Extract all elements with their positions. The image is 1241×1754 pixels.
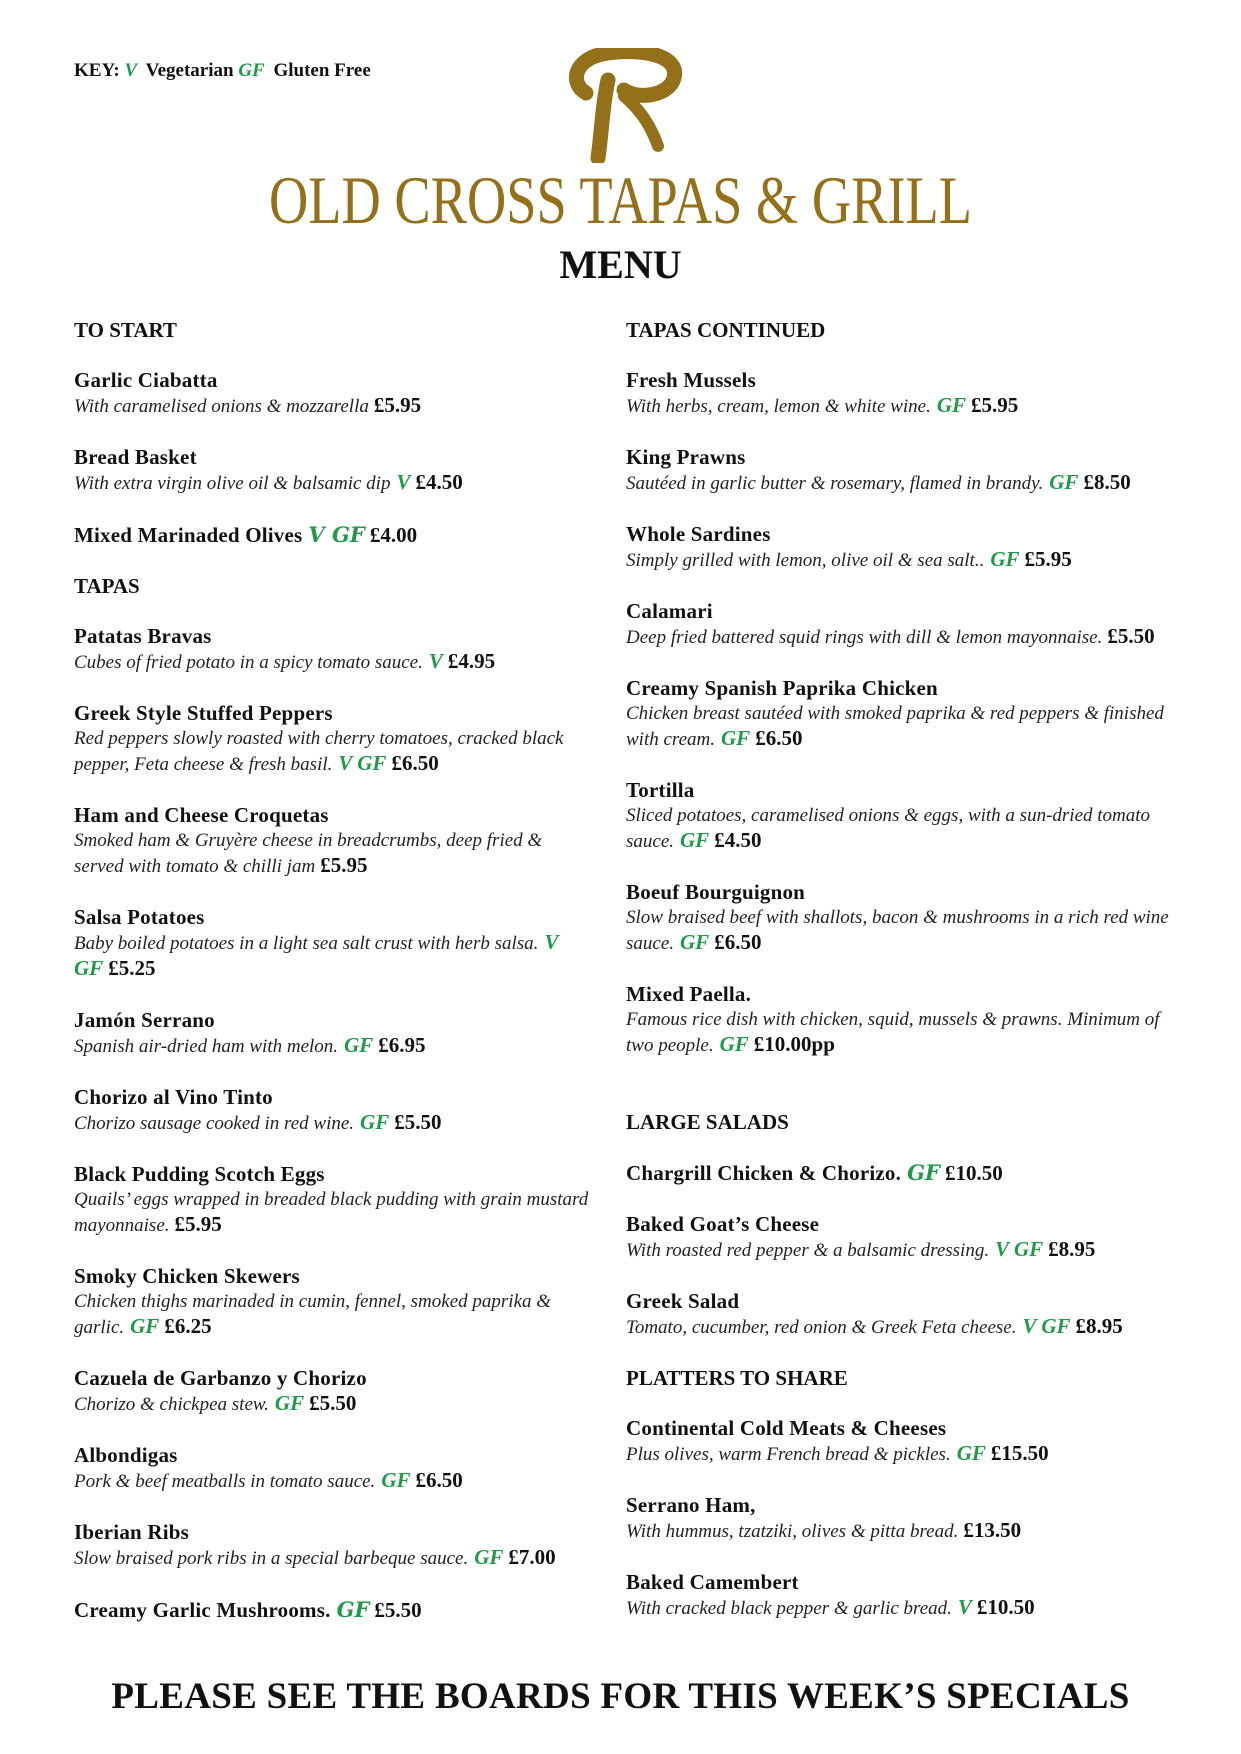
menu-item <box>74 1366 594 1417</box>
item-description <box>74 828 594 879</box>
item-name-line <box>626 599 1186 624</box>
description-text: With herbs, cream, lemon & white wine. <box>626 396 931 417</box>
item-name-line <box>626 1570 1186 1595</box>
item-price: £6.50 <box>391 751 439 775</box>
item-name: Smoky Chicken Skewers <box>74 1264 300 1288</box>
item-name: Black Pudding Scotch Eggs <box>74 1162 325 1186</box>
dietary-tags: GF <box>907 1160 940 1185</box>
menu-item <box>74 1085 594 1136</box>
item-name-line <box>74 905 594 930</box>
stylized-r-logo-icon <box>566 48 684 163</box>
dietary-tags: V GF <box>338 751 387 775</box>
dietary-tags: V <box>957 1595 972 1619</box>
description-text: Plus olives, warm French bread & pickles. <box>626 1444 951 1465</box>
key-gf-text: Gluten Free <box>273 60 371 81</box>
item-description <box>74 470 594 496</box>
item-price: £8.50 <box>1083 470 1131 494</box>
dietary-tags: GF <box>344 1033 374 1057</box>
dietary-tags: GF <box>336 1597 370 1622</box>
description-text: Tomato, cucumber, red onion & Greek Feta cheese. <box>626 1317 1017 1338</box>
menu-item <box>74 1597 594 1623</box>
item-price: £5.95 <box>320 853 368 877</box>
item-price: £5.25 <box>108 956 156 980</box>
item-description <box>626 905 1186 956</box>
menu-item <box>626 522 1186 573</box>
description-text: With caramelised onions & mozzarella <box>74 396 369 417</box>
item-description <box>74 1468 594 1494</box>
item-name-line <box>626 1212 1186 1237</box>
menu-item <box>74 905 594 982</box>
section-heading: TO START <box>74 318 177 342</box>
item-line <box>74 1597 594 1623</box>
item-description <box>74 1545 594 1571</box>
item-name: Whole Sardines <box>626 522 771 546</box>
item-description <box>74 726 594 777</box>
item-name-line <box>74 1008 594 1033</box>
item-name: Baked Goat’s Cheese <box>626 1212 820 1236</box>
item-name: Chargrill Chicken & Chorizo. <box>626 1161 902 1185</box>
menu-item <box>74 1162 594 1238</box>
description-text: Cubes of fried potato in a spicy tomato sauce. <box>74 652 423 673</box>
dietary-tags: GF <box>990 547 1020 571</box>
item-name-line <box>74 1366 594 1391</box>
item-price: £5.50 <box>309 1391 357 1415</box>
item-price: £4.95 <box>447 649 496 673</box>
dietary-tags: GF <box>274 1391 305 1415</box>
menu-item <box>626 880 1186 956</box>
description-text: Sautéed in garlic butter & rosemary, flamed in brandy. <box>626 473 1044 494</box>
menu-item <box>626 1570 1186 1621</box>
item-name: Serrano Ham, <box>626 1493 756 1517</box>
item-description <box>626 1007 1186 1058</box>
description-text: Deep fried battered squid rings with dill & lemon mayonnaise. <box>626 627 1103 648</box>
description-text: Famous rice dish with chicken, squid, mussels & prawns. Minimum of two people. <box>626 1009 1160 1056</box>
item-name-line <box>74 1443 594 1468</box>
item-name-line <box>626 1289 1186 1314</box>
key-v-text: Vegetarian <box>145 60 234 81</box>
item-name-line <box>74 701 594 726</box>
item-name: Creamy Spanish Paprika Chicken <box>626 676 938 700</box>
item-name: Ham and Cheese Croquetas <box>74 803 329 827</box>
item-description <box>626 470 1186 496</box>
dietary-tags: GF <box>956 1441 986 1465</box>
right-column <box>626 318 1186 1647</box>
description-text: With roasted red pepper & a balsamic dressing. <box>626 1240 990 1261</box>
dietary-tags: GF <box>721 726 751 750</box>
item-price: £5.50 <box>374 1598 422 1622</box>
menu-item <box>74 624 594 675</box>
key-v-code: V <box>124 60 138 81</box>
menu-item <box>626 778 1186 854</box>
menu-item <box>626 676 1186 752</box>
item-description <box>626 701 1186 752</box>
item-price: £15.50 <box>990 1441 1049 1465</box>
description-text: Chorizo & chickpea stew. <box>74 1394 269 1415</box>
item-name-line <box>74 1162 594 1187</box>
item-description <box>626 1314 1186 1340</box>
dietary-tags: V GF <box>1022 1314 1071 1338</box>
item-name: Fresh Mussels <box>626 368 756 392</box>
section-heading: TAPAS CONTINUED <box>626 318 826 342</box>
item-name: King Prawns <box>626 445 746 469</box>
dietary-tags: GF <box>680 828 710 852</box>
description-text: Chicken thighs marinaded in cumin, fennel, smoked paprika & garlic. <box>74 1291 552 1338</box>
menu-item <box>626 1289 1186 1340</box>
item-description <box>626 1441 1186 1467</box>
item-name-line <box>74 1520 594 1545</box>
section-heading: LARGE SALADS <box>626 1110 789 1134</box>
item-price: £8.95 <box>1048 1237 1096 1261</box>
item-name-line <box>74 624 594 649</box>
dietary-tags: V <box>428 649 443 673</box>
menu-item <box>626 445 1186 496</box>
item-price: £5.95 <box>174 1212 222 1236</box>
item-name-line <box>626 445 1186 470</box>
item-name: Chorizo al Vino Tinto <box>74 1085 273 1109</box>
item-name: Bread Basket <box>74 445 197 469</box>
menu-item <box>626 1212 1186 1263</box>
item-description <box>74 1391 594 1417</box>
menu-item <box>74 1443 594 1494</box>
item-description <box>626 624 1186 650</box>
item-name-line <box>74 445 594 470</box>
menu-item <box>626 1160 1186 1186</box>
description-text: Red peppers slowly roasted with cherry tomatoes, cracked black pepper, Feta cheese & fresh basil. <box>74 728 564 775</box>
item-price: £13.50 <box>963 1518 1022 1542</box>
item-price: £4.00 <box>369 523 418 547</box>
item-description <box>74 1110 594 1136</box>
item-price: £5.95 <box>1024 547 1072 571</box>
key-gf-code: GF <box>238 60 265 81</box>
item-description <box>626 1237 1186 1263</box>
item-name: Cazuela de Garbanzo y Chorizo <box>74 1366 367 1390</box>
item-description <box>626 393 1186 419</box>
item-description <box>74 930 594 982</box>
item-name: Salsa Potatoes <box>74 905 205 929</box>
menu-item <box>74 701 594 777</box>
item-price: £6.95 <box>378 1033 426 1057</box>
description-text: Simply grilled with lemon, olive oil & sea salt.. <box>626 550 985 571</box>
item-price: £5.50 <box>1107 624 1155 648</box>
dietary-tags: GF <box>381 1468 411 1492</box>
dietary-tags: V <box>396 470 411 494</box>
description-text: Chorizo sausage cooked in red wine. <box>74 1113 355 1134</box>
item-price: £6.50 <box>714 930 762 954</box>
item-price: £10.00pp <box>753 1032 835 1056</box>
item-price: £5.95 <box>971 393 1019 417</box>
dietary-key <box>74 60 371 82</box>
item-name-line <box>626 1416 1186 1441</box>
dietary-tags: GF <box>474 1545 504 1569</box>
description-text: Spanish air-dried ham with melon. <box>74 1036 339 1057</box>
item-description <box>626 547 1186 573</box>
dietary-tags: GF <box>130 1314 160 1338</box>
item-name-line <box>74 1264 594 1289</box>
item-price: £6.50 <box>755 726 803 750</box>
description-text: With cracked black pepper & garlic bread. <box>626 1598 952 1619</box>
item-name: Continental Cold Meats & Cheeses <box>626 1416 947 1440</box>
item-price: £5.50 <box>394 1110 442 1134</box>
restaurant-name: OLD CROSS TAPAS & GRILL <box>268 162 972 238</box>
item-name-line <box>626 880 1186 905</box>
menu-item <box>74 368 594 419</box>
dietary-tags: V GF <box>995 1237 1044 1261</box>
item-description <box>74 1187 594 1238</box>
item-name: Creamy Garlic Mushrooms. <box>74 1598 331 1622</box>
menu-item <box>74 445 594 496</box>
item-description <box>74 1033 594 1059</box>
item-name-line <box>626 676 1186 701</box>
description-text: Pork & beef meatballs in tomato sauce. <box>74 1471 376 1492</box>
key-label: KEY: <box>74 60 120 81</box>
item-name: Iberian Ribs <box>74 1520 190 1544</box>
item-price: £6.25 <box>164 1314 212 1338</box>
item-name: Garlic Ciabatta <box>74 368 218 392</box>
item-description <box>74 1289 594 1340</box>
menu-item <box>74 1264 594 1340</box>
menu-item <box>626 1493 1186 1544</box>
description-text: Quails’ eggs wrapped in breaded black pudding with grain mustard mayonnaise. <box>74 1189 589 1236</box>
item-name-line <box>74 1085 594 1110</box>
description-text: Chicken breast sautéed with smoked paprika & red peppers & finished with cream. <box>626 703 1164 750</box>
item-name-line <box>74 368 594 393</box>
item-name-line <box>626 982 1186 1007</box>
description-text: Sliced potatoes, caramelised onions & eggs, with a sun-dried tomato sauce. <box>626 805 1151 852</box>
item-name: Jamón Serrano <box>74 1008 215 1032</box>
item-description <box>74 649 594 675</box>
item-description <box>626 1595 1186 1621</box>
menu-item <box>626 982 1186 1058</box>
dietary-tags: GF <box>1049 470 1079 494</box>
item-name: Patatas Bravas <box>74 624 212 648</box>
item-line <box>74 522 594 548</box>
menu-title: MENU <box>559 242 682 287</box>
description-text: Baby boiled potatoes in a light sea salt crust with herb salsa. <box>74 933 539 954</box>
left-column <box>74 318 594 1649</box>
item-name: Baked Camembert <box>626 1570 799 1594</box>
menu-item <box>626 599 1186 650</box>
section-heading: PLATTERS TO SHARE <box>626 1366 848 1390</box>
item-name: Greek Salad <box>626 1289 740 1313</box>
description-text: Smoked ham & Gruyère cheese in breadcrumbs, deep fried & served with tomato & chilli jam <box>74 830 543 877</box>
item-name: Tortilla <box>626 778 695 802</box>
item-description <box>626 1518 1186 1544</box>
dietary-tags: GF <box>719 1032 749 1056</box>
menu-item <box>74 1008 594 1059</box>
specials-footer: PLEASE SEE THE BOARDS FOR THIS WEEK’S SPECIALS <box>111 1676 1130 1717</box>
description-text: Slow braised pork ribs in a special barbeque sauce. <box>74 1548 469 1569</box>
item-name-line <box>626 368 1186 393</box>
item-price: £7.00 <box>508 1545 556 1569</box>
dietary-tags: V GF <box>308 522 365 547</box>
item-name: Mixed Marinaded Olives <box>74 523 303 547</box>
item-name: Albondigas <box>74 1443 178 1467</box>
item-name-line <box>626 1493 1186 1518</box>
item-price: £5.95 <box>373 393 422 417</box>
item-description <box>74 393 594 419</box>
menu-item <box>74 522 594 548</box>
dietary-tags: GF <box>360 1110 390 1134</box>
description-text: With hummus, tzatziki, olives & pitta bread. <box>626 1521 959 1542</box>
item-name: Mixed Paella. <box>626 982 752 1006</box>
item-description <box>626 803 1186 854</box>
item-price: £10.50 <box>944 1161 1003 1185</box>
item-name: Greek Style Stuffed Peppers <box>74 701 333 725</box>
description-text: Slow braised beef with shallots, bacon & mushrooms in a rich red wine sauce. <box>626 907 1169 954</box>
menu-item <box>74 803 594 879</box>
item-price: £10.50 <box>976 1595 1035 1619</box>
item-name-line <box>74 803 594 828</box>
menu-item <box>74 1520 594 1571</box>
dietary-tags: GF <box>936 393 967 417</box>
item-line <box>626 1160 1186 1186</box>
menu-item <box>626 368 1186 419</box>
dietary-tags: GF <box>680 930 710 954</box>
item-price: £4.50 <box>415 470 463 494</box>
item-name-line <box>626 522 1186 547</box>
description-text: With extra virgin olive oil & balsamic dip <box>74 473 391 494</box>
item-price: £6.50 <box>415 1468 463 1492</box>
item-name: Boeuf Bourguignon <box>626 880 806 904</box>
item-name: Calamari <box>626 599 713 623</box>
dietary-tags: V GF <box>74 930 559 980</box>
section-heading: TAPAS <box>74 574 140 598</box>
menu-item <box>626 1416 1186 1467</box>
item-price: £4.50 <box>714 828 762 852</box>
item-name-line <box>626 778 1186 803</box>
item-price: £8.95 <box>1075 1314 1123 1338</box>
section-spacer <box>626 1084 1186 1110</box>
